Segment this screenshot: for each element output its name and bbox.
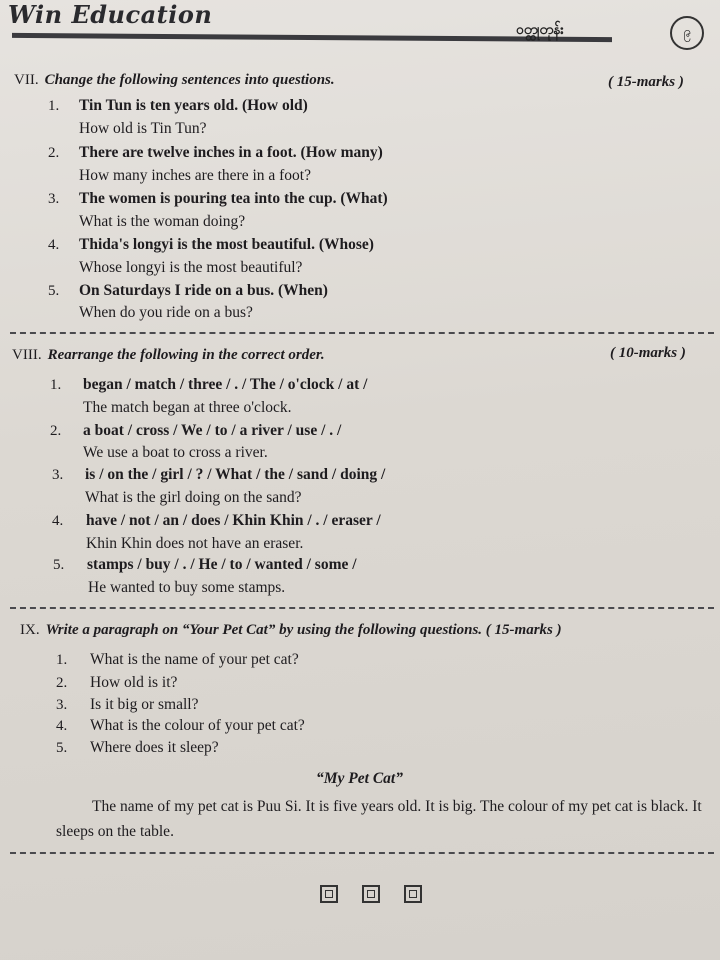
- s9-item-number: 3.: [56, 697, 68, 713]
- s7-item-number: 4.: [48, 237, 60, 253]
- s7-question: Tin Tun is ten years old. (How old): [79, 97, 308, 114]
- s8-jumbled-words: began / match / three / . / The / o'clock / at /: [83, 376, 368, 393]
- s9-guide-question: How old is it?: [90, 674, 178, 691]
- section-9-heading: Write a paragraph on “Your Pet Cat” by using the following questions. ( 15-marks ): [45, 622, 562, 638]
- section-divider: [10, 852, 714, 854]
- s8-answer: We use a boat to cross a river.: [83, 444, 268, 461]
- section-divider: [10, 607, 714, 609]
- s8-item-number: 5.: [53, 557, 65, 573]
- s7-answer: When do you ride on a bus?: [79, 304, 253, 321]
- s9-item-number: 2.: [56, 675, 68, 691]
- header-myanmar-text: ဝတ္ထုတုန်း: [516, 22, 564, 38]
- square-ornament-icon: [404, 885, 422, 903]
- section-divider: [10, 332, 714, 334]
- s8-jumbled-words: have / not / an / does / Khin Khin / . / eraser /: [86, 512, 381, 529]
- s8-item-number: 3.: [52, 467, 64, 483]
- s7-item-number: 3.: [48, 191, 60, 207]
- paragraph-title: “My Pet Cat”: [316, 770, 403, 787]
- square-ornament-icon: [362, 885, 380, 903]
- s9-item-number: 4.: [56, 718, 68, 734]
- s9-item-number: 1.: [56, 652, 68, 668]
- s9-item-number: 5.: [56, 740, 68, 756]
- s7-answer: Whose longyi is the most beautiful?: [79, 259, 303, 276]
- s7-question: The women is pouring tea into the cup. (What): [79, 190, 388, 207]
- section-9-title: [20, 622, 562, 639]
- s7-question: Thida's longyi is the most beautiful. (Whose): [79, 236, 374, 253]
- footer-ornament: [320, 885, 422, 903]
- s8-item-number: 2.: [50, 423, 62, 439]
- s8-item-number: 4.: [52, 513, 64, 529]
- s9-guide-question: What is the name of your pet cat?: [90, 651, 299, 668]
- s8-jumbled-words: is / on the / girl / ? / What / the / sand / doing /: [85, 466, 386, 483]
- s9-guide-question: Is it big or small?: [90, 696, 199, 713]
- s8-answer: The match began at three o'clock.: [83, 399, 292, 416]
- s7-item-number: 2.: [48, 145, 60, 161]
- brand-logo: Win Education: [8, 0, 213, 29]
- s8-jumbled-words: a boat / cross / We / to / a river / use / . /: [83, 422, 342, 439]
- section-9-number: IX.: [20, 622, 40, 638]
- page-number-badge: ၉: [670, 16, 704, 50]
- s7-item-number: 1.: [48, 98, 60, 114]
- section-8-marks: ( 10-marks ): [610, 345, 686, 361]
- section-8-number: VIII.: [12, 347, 42, 363]
- s9-guide-question: Where does it sleep?: [90, 739, 219, 756]
- s7-answer: What is the woman doing?: [79, 213, 246, 230]
- section-7-title: [14, 72, 335, 89]
- section-7-number: VII.: [14, 72, 39, 88]
- s7-question: On Saturdays I ride on a bus. (When): [79, 282, 328, 299]
- s8-answer: Khin Khin does not have an eraser.: [86, 535, 304, 552]
- section-7-heading: Change the following sentences into questions.: [44, 72, 335, 88]
- s7-item-number: 5.: [48, 283, 60, 299]
- s7-answer: How old is Tin Tun?: [79, 120, 207, 137]
- section-7-marks: ( 15-marks ): [608, 74, 684, 90]
- section-8-heading: Rearrange the following in the correct order.: [47, 347, 325, 363]
- s9-guide-question: What is the colour of your pet cat?: [90, 717, 305, 734]
- s7-question: There are twelve inches in a foot. (How many): [79, 144, 383, 161]
- section-8-title: [12, 347, 325, 364]
- square-ornament-icon: [320, 885, 338, 903]
- s7-answer: How many inches are there in a foot?: [79, 167, 311, 184]
- paragraph-answer: The name of my pet cat is Puu Si. It is five years old. It is big. The colour of my pet cat is black. It sleeps on the table.: [56, 798, 702, 840]
- s8-answer: He wanted to buy some stamps.: [88, 579, 286, 596]
- s8-jumbled-words: stamps / buy / . / He / to / wanted / some /: [87, 556, 357, 573]
- s8-answer: What is the girl doing on the sand?: [85, 489, 302, 506]
- s8-item-number: 1.: [50, 377, 62, 393]
